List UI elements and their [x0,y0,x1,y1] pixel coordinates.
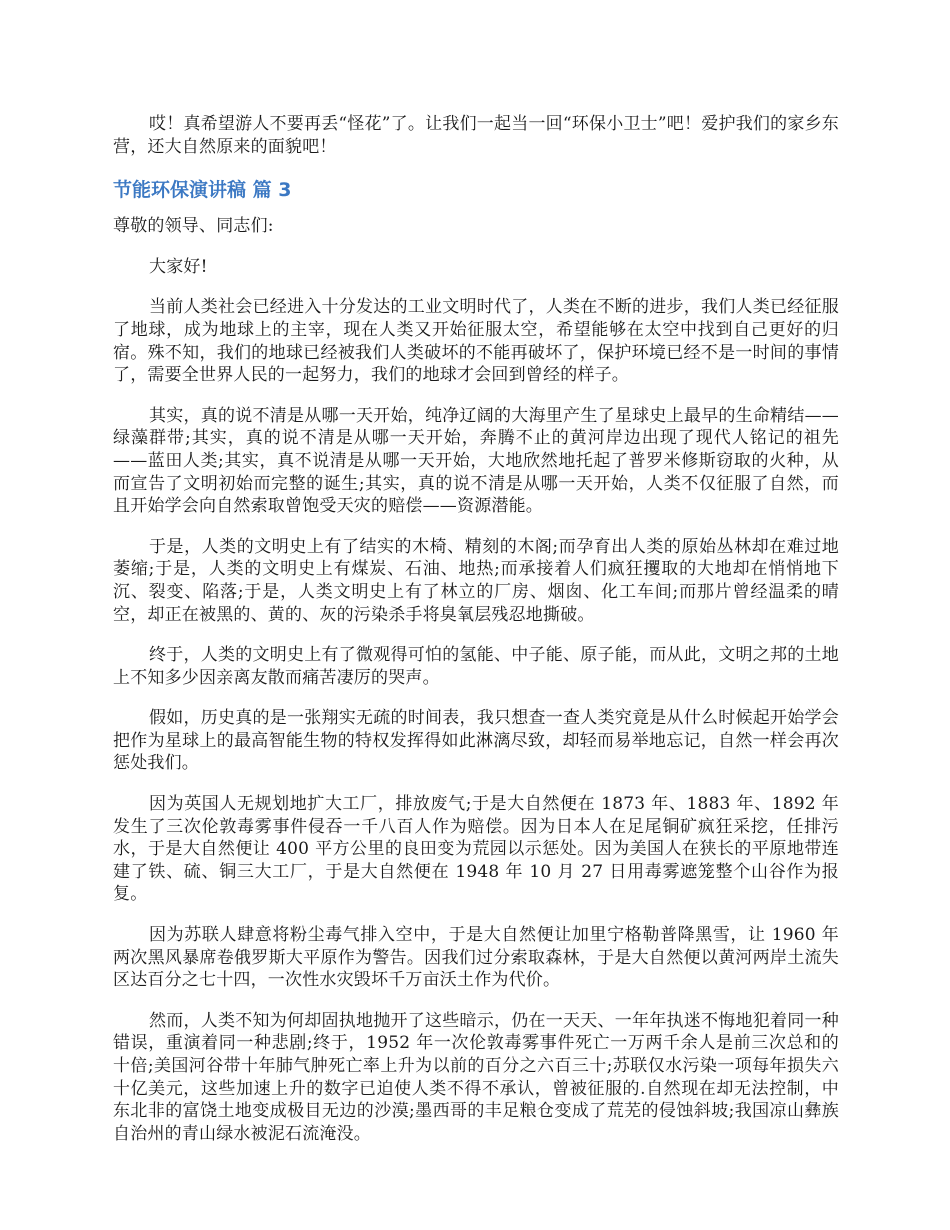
body-paragraph: 于是，人类的文明史上有了结实的木椅、精刻的木阁;而孕育出人类的原始丛林却在难过地萎缩;于是，人类的文明史上有煤炭、石油、地热;而承接着人们疯狂攫取的大地却在悄悄地下沉、裂变、陷落;于是，人类文明史上有了林立的厂房、烟囱、化工车间;而那片曾经温柔的晴空，却正在被黑的、黄的、灰的污染杀手将臭氧层残忍地撕破。 [113,536,839,625]
body-paragraph: 当前人类社会已经进入十分发达的工业文明时代了，人类在不断的进步，我们人类已经征服了地球，成为地球上的主宰，现在人类又开始征服太空，希望能够在太空中找到自己更好的归宿。殊不知，我们的地球已经被我们人类破坏的不能再破坏了，保护环境已经不是一时间的事情了，需要全世界人民的一起努力，我们的地球才会回到曾经的样子。 [113,297,839,386]
body-paragraph: 其实，真的说不清是从哪一天开始，纯净辽阔的大海里产生了星球史上最早的生命精结——绿藻群带;其实，真的说不清是从哪一天开始，奔腾不止的黄河岸边出现了现代人铭记的祖先——蓝田人类;其实，真不说清是从哪一天开始，大地欣然地托起了普罗米修斯窃取的火种，从而宣告了文明初始而完整的诞生;其实，真的说不清是从哪一天开始，人类不仅征服了自然，而且开始学会向自然索取曾饱受天灾的赔偿——资源潜能。 [113,405,839,517]
intro-paragraph: 哎！真希望游人不要再丢“怪花”了。让我们一起当一回“环保小卫士”吧！爱护我们的家乡东营，还大自然原来的面貌吧！ [113,114,839,157]
section-title: 节能环保演讲稿 篇 3 [113,179,292,202]
document-page [113,113,839,1145]
body-paragraph: 因为苏联人肆意将粉尘毒气排入空中，于是大自然便让加里宁格勒普降黑雪，让 1960 年两次黑风暴席卷俄罗斯大平原作为警告。因我们过分索取森林，于是大自然便以黄河两岸土流失区达百分之七十四，一次性水灾毁坏千万亩沃土作为代价。 [113,925,839,991]
salutation: 尊敬的领导、同志们: [113,216,274,237]
body-paragraph: 然而，人类不知为何却固执地抛开了这些暗示，仍在一天天、一年年执迷不悔地犯着同一种错误，重演着同一种悲剧;终于，1952 年一次伦敦毒雾事件死亡一万两千余人是前三次总和的十倍;美国河谷带十年肺气肿死亡率上升为以前的百分之六百三十;苏联仅水污染一项每年损失六十亿美元，这些加速上升的数字已迫使人类不得不承认，曾被征服的.自然现在却无法控制，中东北非的富饶土地变成极目无边的沙漠;墨西哥的丰足粮仓变成了荒芜的侵蚀斜坡;我国凉山彝族自治州的青山绿水被泥石流淹没。 [113,1010,839,1144]
body-paragraph: 因为英国人无规划地扩大工厂，排放废气;于是大自然便在 1873 年、1883 年、1892 年发生了三次伦敦毒雾事件侵吞一千八百人作为赔偿。因为日本人在足尾铜矿疯狂采挖，任排污水，于是大自然便让 400 平方公里的良田变为荒园以示惩处。因为美国人在狭长的平原地带连建了铁、硫、铜三大工厂，于是大自然便在 1948 年 10 月 27 日用毒雾遮笼整个山谷作为报复。 [113,794,839,905]
body-paragraph: 假如，历史真的是一张翔实无疏的时间表，我只想查一查人类究竟是从什么时候起开始学会把作为星球上的最高智能生物的特权发挥得如此淋漓尽致，却轻而易举地忘记，自然一样会再次惩处我们。 [113,708,839,774]
greeting: 大家好! [149,256,208,277]
body-paragraph: 终于，人类的文明史上有了微观得可怕的氢能、中子能、原子能，而从此，文明之邦的土地上不知多少因亲离友散而痛苦凄厉的哭声。 [113,645,839,688]
